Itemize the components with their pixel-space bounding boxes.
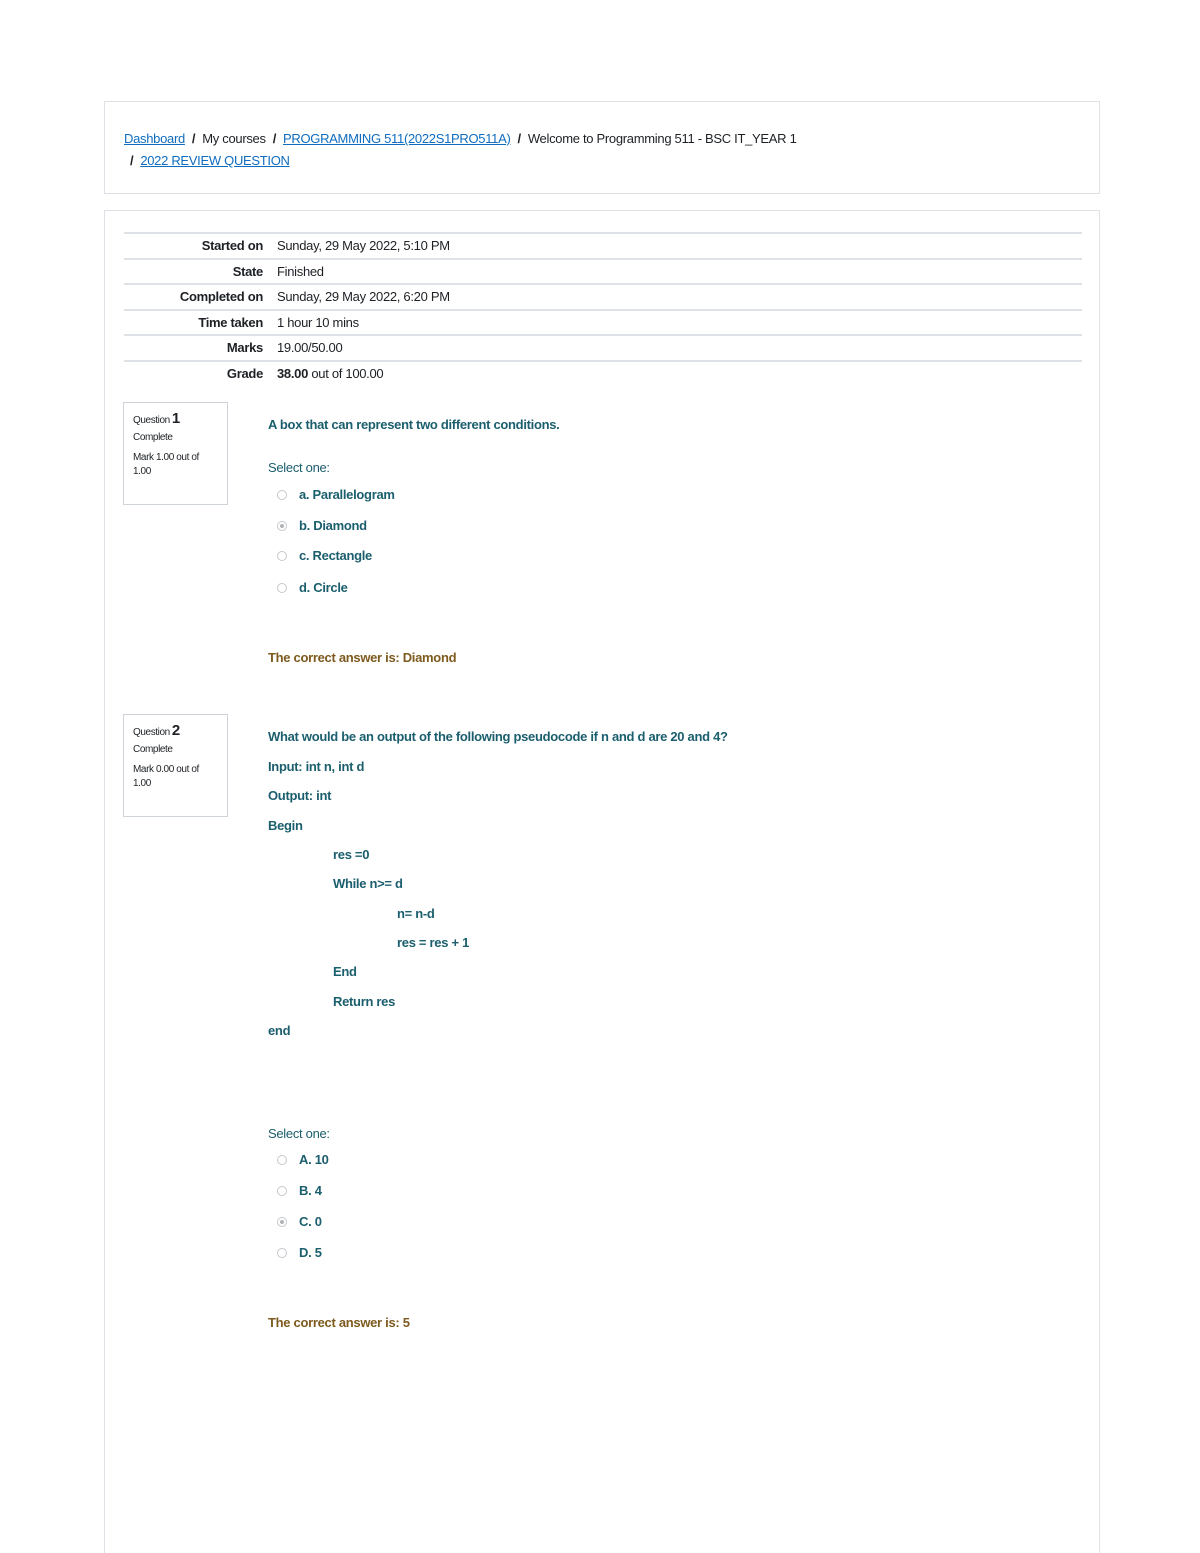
breadcrumb-section: Welcome to Programming 511 - BSC IT_YEAR 1 [527,131,797,146]
question-1-option-c[interactable] [277,548,372,563]
pseudocode-line: Output: int [268,788,332,803]
summary-label: Marks [124,335,275,361]
question-2-text: What would be an output of the following pseudocode if n and d are 20 and 4? [268,729,728,744]
breadcrumb-separator: / [191,131,196,146]
breadcrumb-quiz-link[interactable]: 2022 REVIEW QUESTION [140,153,290,168]
radio-button[interactable] [277,551,287,561]
attempt-summary-table [124,232,1082,386]
question-label: Question [133,727,170,738]
summary-row-state [124,259,1082,285]
question-1-option-d[interactable] [277,580,348,595]
breadcrumb-course-link[interactable]: PROGRAMMING 511(2022S1PRO511A) [283,131,511,146]
summary-row-marks [124,335,1082,361]
option-label: c. Rectangle [299,548,372,563]
radio-button[interactable] [277,583,287,593]
option-label: a. Parallelogram [299,487,395,502]
summary-value [275,361,1082,387]
question-mark: Mark 1.00 out of 1.00 [133,452,199,477]
summary-row-time-taken [124,310,1082,336]
summary-value: 1 hour 10 mins [275,310,1082,336]
question-1-correct-answer: The correct answer is: Diamond [268,650,457,665]
pseudocode-line: Return res [333,994,396,1009]
pseudocode-line: n= n-d [397,906,435,921]
breadcrumb [124,128,1074,172]
pseudocode-line: res = res + 1 [397,935,469,950]
radio-button-selected[interactable] [277,1217,287,1227]
option-label: C. 0 [299,1214,322,1229]
option-label: A. 10 [299,1152,329,1167]
summary-value: Sunday, 29 May 2022, 5:10 PM [275,233,1082,259]
breadcrumb-card [104,101,1100,194]
question-1-option-b[interactable] [277,518,367,533]
pseudocode-line: res =0 [333,847,370,862]
question-label: Question [133,415,170,426]
question-2-option-d[interactable] [277,1245,322,1260]
grade-out-of: out of 100.00 [311,366,384,382]
option-label: B. 4 [299,1183,322,1198]
radio-button[interactable] [277,1155,287,1165]
question-status: Complete [133,744,173,755]
question-2-info [123,714,228,817]
summary-value: Sunday, 29 May 2022, 6:20 PM [275,284,1082,310]
summary-value: 19.00/50.00 [275,335,1082,361]
summary-label: Started on [124,233,275,259]
summary-row-started [124,233,1082,259]
breadcrumb-dashboard-link[interactable]: Dashboard [124,131,185,146]
breadcrumb-my-courses: My courses [202,131,266,146]
summary-label: Grade [124,361,275,387]
question-2-option-c[interactable] [277,1214,322,1229]
pseudocode-line: end [268,1023,291,1038]
question-number: 1 [171,410,180,427]
question-2-option-b[interactable] [277,1183,322,1198]
question-2-select-label: Select one: [268,1126,330,1141]
question-number: 2 [171,722,180,739]
question-1-info [123,402,228,505]
breadcrumb-separator: / [517,131,521,146]
radio-button[interactable] [277,1248,287,1258]
breadcrumb-separator: / [272,131,276,146]
question-1-text: A box that can represent two different conditions. [268,417,560,432]
breadcrumb-separator: / [130,153,134,168]
radio-button[interactable] [277,490,287,500]
summary-value: Finished [275,259,1082,285]
pseudocode-line: Input: int n, int d [268,759,365,774]
option-label: b. Diamond [299,518,367,533]
question-status: Complete [133,432,173,443]
summary-row-grade [124,361,1082,387]
quiz-review-card [104,210,1100,1553]
question-2-option-a[interactable] [277,1152,329,1167]
pseudocode-line: Begin [268,818,303,833]
summary-label: Completed on [124,284,275,310]
question-2-correct-answer: The correct answer is: 5 [268,1315,410,1330]
option-label: d. Circle [299,580,348,595]
grade-score: 38.00 [277,366,309,382]
option-label: D. 5 [299,1245,322,1260]
radio-button[interactable] [277,1186,287,1196]
summary-row-completed [124,284,1082,310]
pseudocode-line: End [333,964,357,979]
question-mark: Mark 0.00 out of 1.00 [133,764,199,789]
pseudocode-line: While n>= d [333,876,403,891]
question-1-select-label: Select one: [268,460,330,475]
summary-label: State [124,259,275,285]
summary-label: Time taken [124,310,275,336]
radio-button-selected[interactable] [277,521,287,531]
question-1-option-a[interactable] [277,487,395,502]
